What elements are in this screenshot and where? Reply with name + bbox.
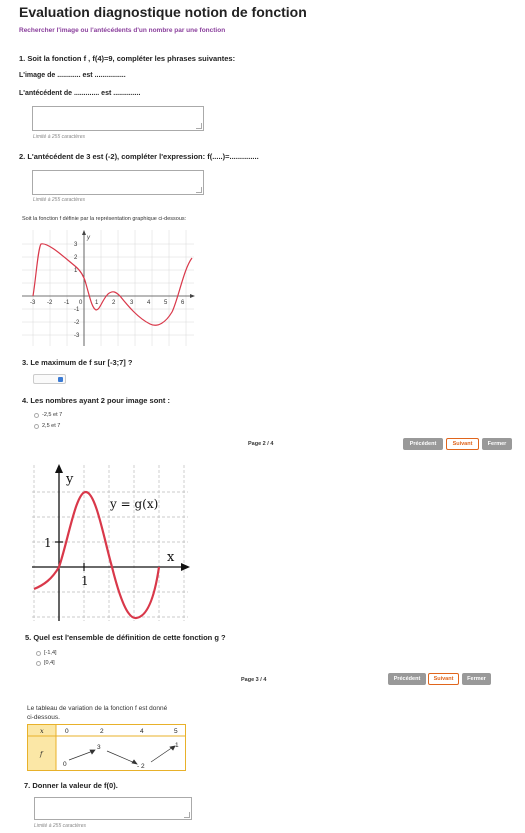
variation-intro: Le tableau de variation de la fonction f est donné bbox=[27, 705, 168, 712]
y-axis-arrow-icon bbox=[82, 230, 86, 235]
resize-grip-icon[interactable] bbox=[196, 123, 202, 129]
close-button[interactable]: Fermer bbox=[482, 438, 512, 450]
graph1-x-tick: 1 bbox=[95, 300, 99, 306]
variation-intro-2: ci-dessous. bbox=[27, 714, 60, 721]
graph1-y-tick: 3 bbox=[74, 242, 78, 248]
q1-line-antecedent: L'antécédent de ............. est .............. bbox=[19, 90, 141, 97]
variation-f-label: f bbox=[40, 750, 43, 758]
graph2-function-label: y = g(x) bbox=[110, 497, 159, 511]
variation-x-value: 5 bbox=[174, 728, 178, 735]
graph1-x-tick: 4 bbox=[147, 300, 151, 306]
graph1-x-tick: -3 bbox=[30, 300, 36, 306]
radio-icon[interactable] bbox=[36, 651, 41, 656]
radio-icon[interactable] bbox=[34, 413, 39, 418]
variation-table bbox=[27, 724, 186, 771]
x-axis-arrow-icon bbox=[190, 294, 195, 298]
variation-x-label: x bbox=[40, 727, 44, 735]
graph1-y-tick: -1 bbox=[74, 307, 80, 313]
graph1-y-tick: 2 bbox=[74, 255, 78, 261]
question-2: 2. L'antécédent de 3 est (-2), compléter l'expression: f(.....)=.............. bbox=[19, 152, 259, 161]
radio-icon[interactable] bbox=[34, 424, 39, 429]
question-4: 4. Les nombres ayant 2 pour image sont : bbox=[22, 396, 170, 405]
q7-limit-note: Limité à 255 caractères bbox=[34, 823, 86, 829]
question-7: 7. Donner la valeur de f(0). bbox=[24, 781, 118, 790]
radio-icon[interactable] bbox=[36, 661, 41, 666]
graph1-intro: Soit la fonction f définie par la représentation graphique ci-dessous: bbox=[22, 216, 187, 222]
question-1: 1. Soit la fonction f , f(4)=9, compléter les phrases suivantes: bbox=[19, 54, 236, 63]
q5-option-2[interactable]: [0,4] bbox=[36, 660, 55, 666]
previous-button[interactable]: Précédent bbox=[403, 438, 443, 450]
q1-line-image: L'image de ............ est ................ bbox=[19, 72, 126, 79]
variation-f-value: 1 bbox=[175, 742, 179, 749]
q1-answer-textarea[interactable] bbox=[32, 106, 204, 131]
graph1-x-tick: 5 bbox=[164, 300, 168, 306]
graph2-x-label: x bbox=[167, 550, 175, 565]
q2-answer-textarea[interactable] bbox=[32, 170, 204, 195]
graph1-x-tick: 2 bbox=[112, 300, 116, 306]
variation-f-value: 0 bbox=[63, 761, 67, 768]
q2-limit-note: Limité à 255 caractères bbox=[33, 197, 85, 203]
y-axis-arrow-icon bbox=[55, 464, 63, 473]
variation-f-value: 3 bbox=[97, 744, 101, 751]
graph-g bbox=[30, 461, 192, 623]
graph1-x-tick: -2 bbox=[47, 300, 53, 306]
graph1-x-tick: 3 bbox=[130, 300, 134, 306]
curve-f bbox=[33, 244, 192, 325]
graph1-x-tick: -1 bbox=[64, 300, 70, 306]
graph1-y-tick: -2 bbox=[74, 320, 80, 326]
graph2-y-label: y bbox=[66, 472, 74, 487]
x-axis-arrow-icon bbox=[181, 563, 190, 571]
variation-x-value: 0 bbox=[65, 728, 69, 735]
variation-x-value: 2 bbox=[100, 728, 104, 735]
graph1-y-tick: 1 bbox=[74, 268, 78, 274]
graph1-y-tick: -3 bbox=[74, 333, 80, 339]
resize-grip-icon[interactable] bbox=[196, 187, 202, 193]
close-button[interactable]: Fermer bbox=[462, 673, 491, 685]
resize-grip-icon[interactable] bbox=[184, 812, 190, 818]
page-subtitle: Rechercher l'image ou l'antécédents d'un nombre par une fonction bbox=[19, 27, 226, 34]
chevron-down-icon[interactable] bbox=[58, 377, 63, 382]
graph-f bbox=[20, 228, 196, 348]
q3-select[interactable] bbox=[33, 374, 66, 384]
page-title: Evaluation diagnostique notion de fonction bbox=[19, 4, 307, 20]
q4-option-2[interactable]: 2,5 et 7 bbox=[34, 423, 60, 429]
previous-button[interactable]: Précédent bbox=[388, 673, 426, 685]
graph2-x-tick: 1 bbox=[81, 574, 89, 588]
graph2-y-tick: 1 bbox=[44, 536, 52, 550]
q4-option-1[interactable]: -2,5 et 7 bbox=[34, 412, 62, 418]
next-button[interactable]: Suivant bbox=[446, 438, 479, 450]
question-5: 5. Quel est l'ensemble de définition de cette fonction g ? bbox=[25, 633, 226, 642]
variation-f-value: - 2 bbox=[137, 763, 145, 770]
next-button[interactable]: Suivant bbox=[428, 673, 459, 685]
page-indicator: Page 3 / 4 bbox=[241, 677, 267, 683]
graph1-y-label: y bbox=[87, 235, 90, 241]
page-indicator: Page 2 / 4 bbox=[248, 441, 274, 447]
q1-limit-note: Limité à 255 caractères bbox=[33, 134, 85, 140]
graph1-x-tick: 0 bbox=[79, 300, 83, 306]
variation-x-value: 4 bbox=[140, 728, 144, 735]
question-3: 3. Le maximum de f sur [-3;7] ? bbox=[22, 358, 133, 367]
q5-option-1[interactable]: [-1,4] bbox=[36, 650, 57, 656]
q7-answer-textarea[interactable] bbox=[34, 797, 192, 820]
graph1-x-tick: 6 bbox=[181, 300, 185, 306]
